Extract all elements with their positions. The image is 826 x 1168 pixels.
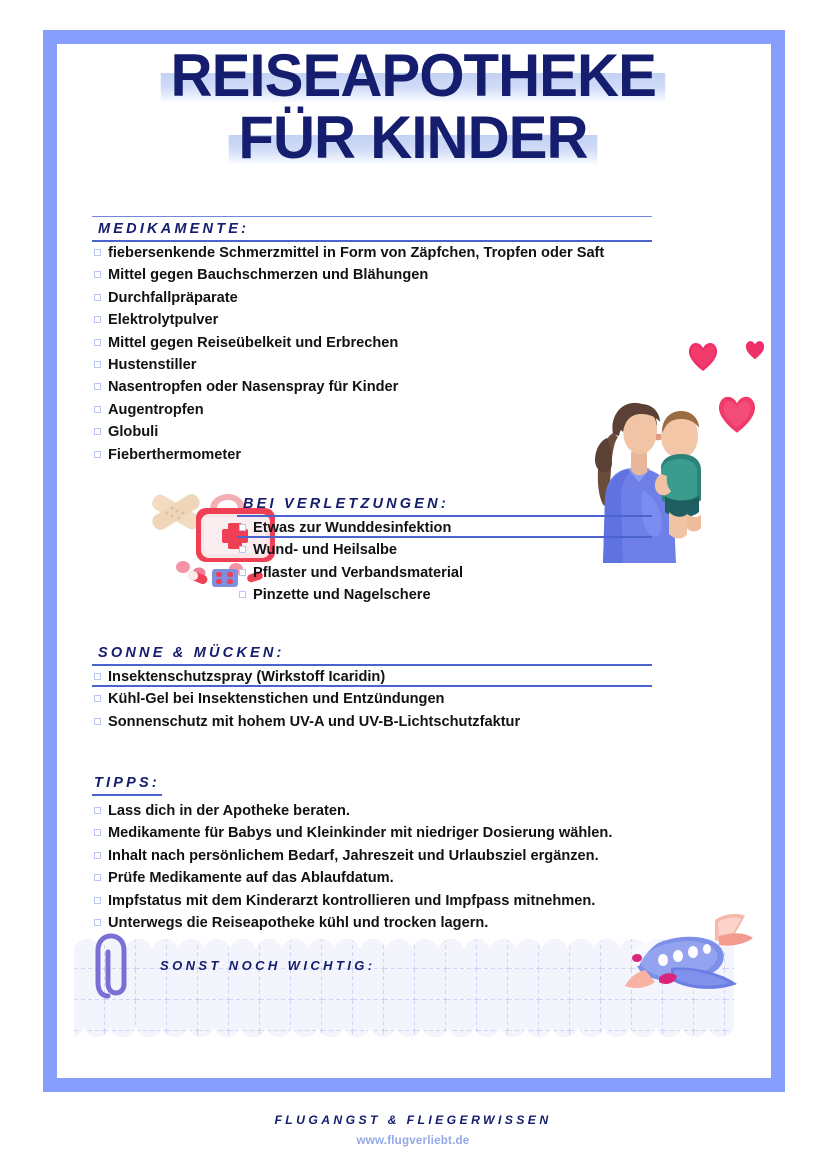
list-item-label: Lass dich in der Apotheke beraten. — [108, 802, 350, 819]
section-rule-overlap — [237, 536, 652, 538]
section-tipps — [92, 771, 652, 934]
checkbox-icon[interactable] — [94, 383, 101, 390]
checkbox-icon[interactable] — [94, 428, 101, 435]
checkbox-icon[interactable] — [239, 546, 246, 553]
list-item-label: Inhalt nach persönlichem Bedarf, Jahreszeit und Urlaubsziel ergänzen. — [108, 847, 599, 864]
checklist-medikamente — [92, 242, 652, 466]
checkbox-icon[interactable] — [239, 569, 246, 576]
list-item-label: Impfstatus mit dem Kinderarzt kontrollieren und Impfpass mitnehmen. — [108, 892, 596, 909]
footer-brand: FLUGANGST & FLIEGERWISSEN — [274, 1113, 552, 1127]
list-item[interactable] — [237, 562, 652, 584]
checkbox-icon[interactable] — [94, 361, 101, 368]
checkbox-icon[interactable] — [94, 316, 101, 323]
checklist-content — [92, 216, 652, 934]
checkbox-icon[interactable] — [94, 874, 101, 881]
list-item-label: Kühl-Gel bei Insektenstichen und Entzündungen — [108, 691, 445, 708]
list-item-label: Sonnenschutz mit hohem UV-A und UV-B-Lichtschutzfaktur — [108, 713, 521, 730]
checklist-tipps — [92, 800, 652, 934]
section-bei-verletzungen — [237, 492, 652, 607]
notes-title: SONST NOCH WICHTIG: — [160, 958, 376, 973]
list-item-label: Hustenstiller — [108, 357, 197, 374]
checkbox-icon[interactable] — [94, 807, 101, 814]
section-heading: SONNE & MÜCKEN: — [98, 644, 285, 661]
list-item[interactable] — [92, 444, 652, 466]
list-item[interactable] — [237, 584, 652, 606]
list-item[interactable] — [92, 890, 652, 912]
list-item[interactable] — [92, 822, 652, 844]
checkbox-icon[interactable] — [239, 524, 246, 531]
section-sonne-muecken — [92, 641, 652, 733]
list-item[interactable] — [92, 264, 652, 286]
heart-icon — [686, 340, 720, 372]
list-item-label: Pflaster und Verbandsmaterial — [253, 564, 464, 581]
checkbox-icon[interactable] — [94, 271, 101, 278]
list-item-label: Nasentropfen oder Nasenspray für Kinder — [108, 379, 399, 396]
list-item-label: Medikamente für Babys und Kleinkinder mit niedriger Dosierung wählen. — [108, 825, 613, 842]
list-item[interactable] — [92, 867, 652, 889]
heart-icon — [744, 339, 766, 360]
list-item[interactable] — [92, 912, 652, 934]
heart-icon — [715, 393, 759, 434]
checkbox-icon[interactable] — [94, 829, 101, 836]
footer — [0, 1113, 826, 1147]
checklist-sonne-muecken — [92, 666, 652, 733]
list-item-label: Etwas zur Wunddesinfektion — [253, 520, 452, 537]
notes-box[interactable] — [74, 938, 734, 1038]
footer-url[interactable]: www.flugverliebt.de — [356, 1134, 470, 1147]
list-item-label: Elektrolytpulver — [108, 312, 219, 329]
list-item[interactable] — [92, 800, 652, 822]
list-item-label: Globuli — [108, 424, 159, 441]
checkbox-icon[interactable] — [94, 249, 101, 256]
list-item[interactable] — [92, 309, 652, 331]
list-item-label: Durchfallpräparate — [108, 289, 238, 306]
title-text-2: FÜR KINDER — [238, 104, 588, 171]
checkbox-icon[interactable] — [94, 673, 101, 680]
list-item-label: Mittel gegen Reiseübelkeit und Erbrechen — [108, 334, 399, 351]
paperclip-icon — [95, 932, 135, 1004]
title-text-1: REISEAPOTHEKE — [170, 42, 656, 109]
list-item[interactable] — [92, 332, 652, 354]
checkbox-icon[interactable] — [94, 718, 101, 725]
list-item-label: Wund- und Heilsalbe — [253, 542, 398, 559]
checkbox-icon[interactable] — [94, 339, 101, 346]
section-heading: BEI VERLETZUNGEN: — [243, 496, 449, 513]
list-item[interactable] — [92, 421, 652, 443]
list-item[interactable] — [237, 539, 652, 561]
list-item-label: fiebersenkende Schmerzmittel in Form von Zäpfchen, Tropfen oder Saft — [108, 245, 605, 261]
list-item[interactable] — [92, 399, 652, 421]
list-item-label: Mittel gegen Bauchschmerzen und Blähungen — [108, 267, 429, 284]
list-item[interactable] — [92, 711, 652, 733]
list-item-label: Fieberthermometer — [108, 446, 242, 463]
list-item[interactable] — [92, 354, 652, 376]
list-item[interactable] — [92, 287, 652, 309]
list-item[interactable] — [92, 242, 652, 264]
title-line-1 — [161, 42, 666, 109]
checklist-bei-verletzungen — [237, 517, 652, 607]
checkbox-icon[interactable] — [94, 919, 101, 926]
list-item-label: Unterwegs die Reiseapotheke kühl und trocken lagern. — [108, 914, 489, 931]
page-title — [0, 42, 826, 171]
list-item[interactable] — [92, 845, 652, 867]
checkbox-icon[interactable] — [94, 451, 101, 458]
list-item[interactable] — [92, 376, 652, 398]
list-item-label: Augentropfen — [108, 401, 204, 418]
checkbox-icon[interactable] — [94, 294, 101, 301]
checkbox-icon[interactable] — [94, 695, 101, 702]
list-item[interactable] — [92, 688, 652, 710]
checkbox-icon[interactable] — [94, 406, 101, 413]
section-heading: MEDIKAMENTE: — [98, 221, 250, 237]
section-medikamente — [92, 216, 652, 466]
section-rule-overlap — [92, 685, 652, 687]
list-item-label: Insektenschutzspray (Wirkstoff Icaridin) — [108, 668, 386, 685]
section-heading: TIPPS: — [92, 771, 162, 796]
title-line-2 — [229, 104, 598, 171]
checkbox-icon[interactable] — [94, 897, 101, 904]
list-item-label: Pinzette und Nagelschere — [253, 587, 431, 604]
list-item-label: Prüfe Medikamente auf das Ablaufdatum. — [108, 870, 394, 887]
checkbox-icon[interactable] — [239, 591, 246, 598]
checkbox-icon[interactable] — [94, 852, 101, 859]
